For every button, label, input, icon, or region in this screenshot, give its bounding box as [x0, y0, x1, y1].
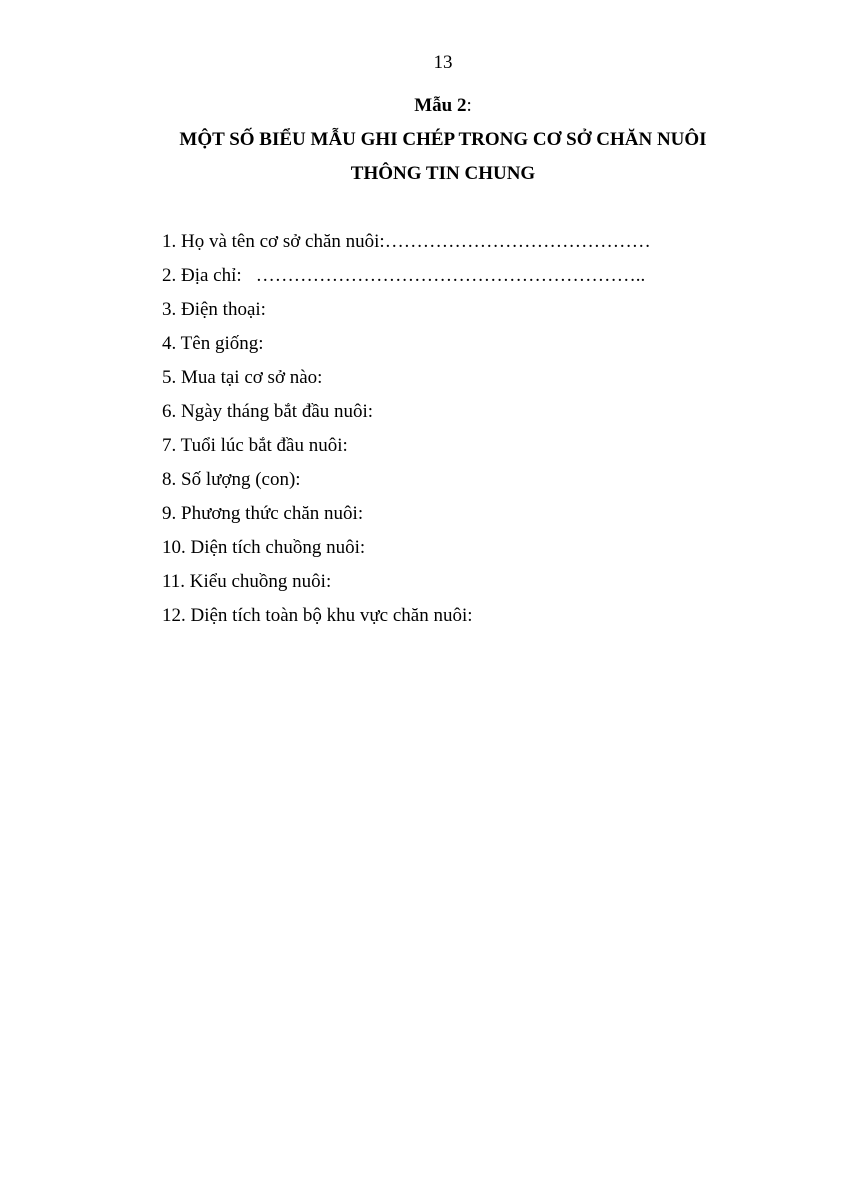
page-number: 13: [433, 52, 453, 73]
field-row-quantity: [162, 469, 782, 503]
field-row-phone: [162, 299, 782, 333]
field-label: 1. Họ và tên cơ sở chăn nuôi:: [162, 231, 385, 252]
field-label: 12. Diện tích toàn bộ khu vực chăn nuôi:: [162, 605, 473, 626]
field-label: 7. Tuổi lúc bắt đầu nuôi:: [162, 435, 348, 456]
field-row-total-area: [162, 605, 782, 639]
field-row-start-age: [162, 435, 782, 469]
field-label: 8. Số lượng (con):: [162, 469, 301, 490]
field-label: 5. Mua tại cơ sở nào:: [162, 367, 323, 388]
field-row-barn-type: [162, 571, 782, 605]
form-subtitle: THÔNG TIN CHUNG: [350, 163, 536, 184]
field-label: 4. Tên giống:: [162, 333, 264, 354]
field-row-method: [162, 503, 782, 537]
form-code: [0, 95, 848, 117]
field-label: 2. Địa chỉ:: [162, 265, 242, 286]
field-row-address: [162, 265, 782, 299]
field-label: 10. Diện tích chuồng nuôi:: [162, 537, 366, 558]
field-fill-line[interactable]: ……………………………………………………..: [255, 265, 646, 286]
field-label: 3. Điện thoại:: [162, 299, 266, 320]
field-label: 11. Kiểu chuồng nuôi:: [162, 571, 332, 592]
form-title: MỘT SỐ BIỂU MẪU GHI CHÉP TRONG CƠ SỞ CHĂN NUÔI: [179, 129, 707, 150]
field-row-source: [162, 367, 782, 401]
form-code-suffix: :: [466, 95, 472, 116]
field-row-breed: [162, 333, 782, 367]
field-label: 6. Ngày tháng bắt đầu nuôi:: [162, 401, 374, 422]
field-label: 9. Phương thức chăn nuôi:: [162, 503, 364, 524]
field-row-start-date: [162, 401, 782, 435]
field-row-facility-name: [162, 231, 782, 265]
field-row-barn-area: [162, 537, 782, 571]
form-code-label: Mẫu 2: [414, 95, 467, 116]
field-list: [162, 231, 782, 639]
field-fill-line[interactable]: ……………………………………: [384, 231, 651, 252]
